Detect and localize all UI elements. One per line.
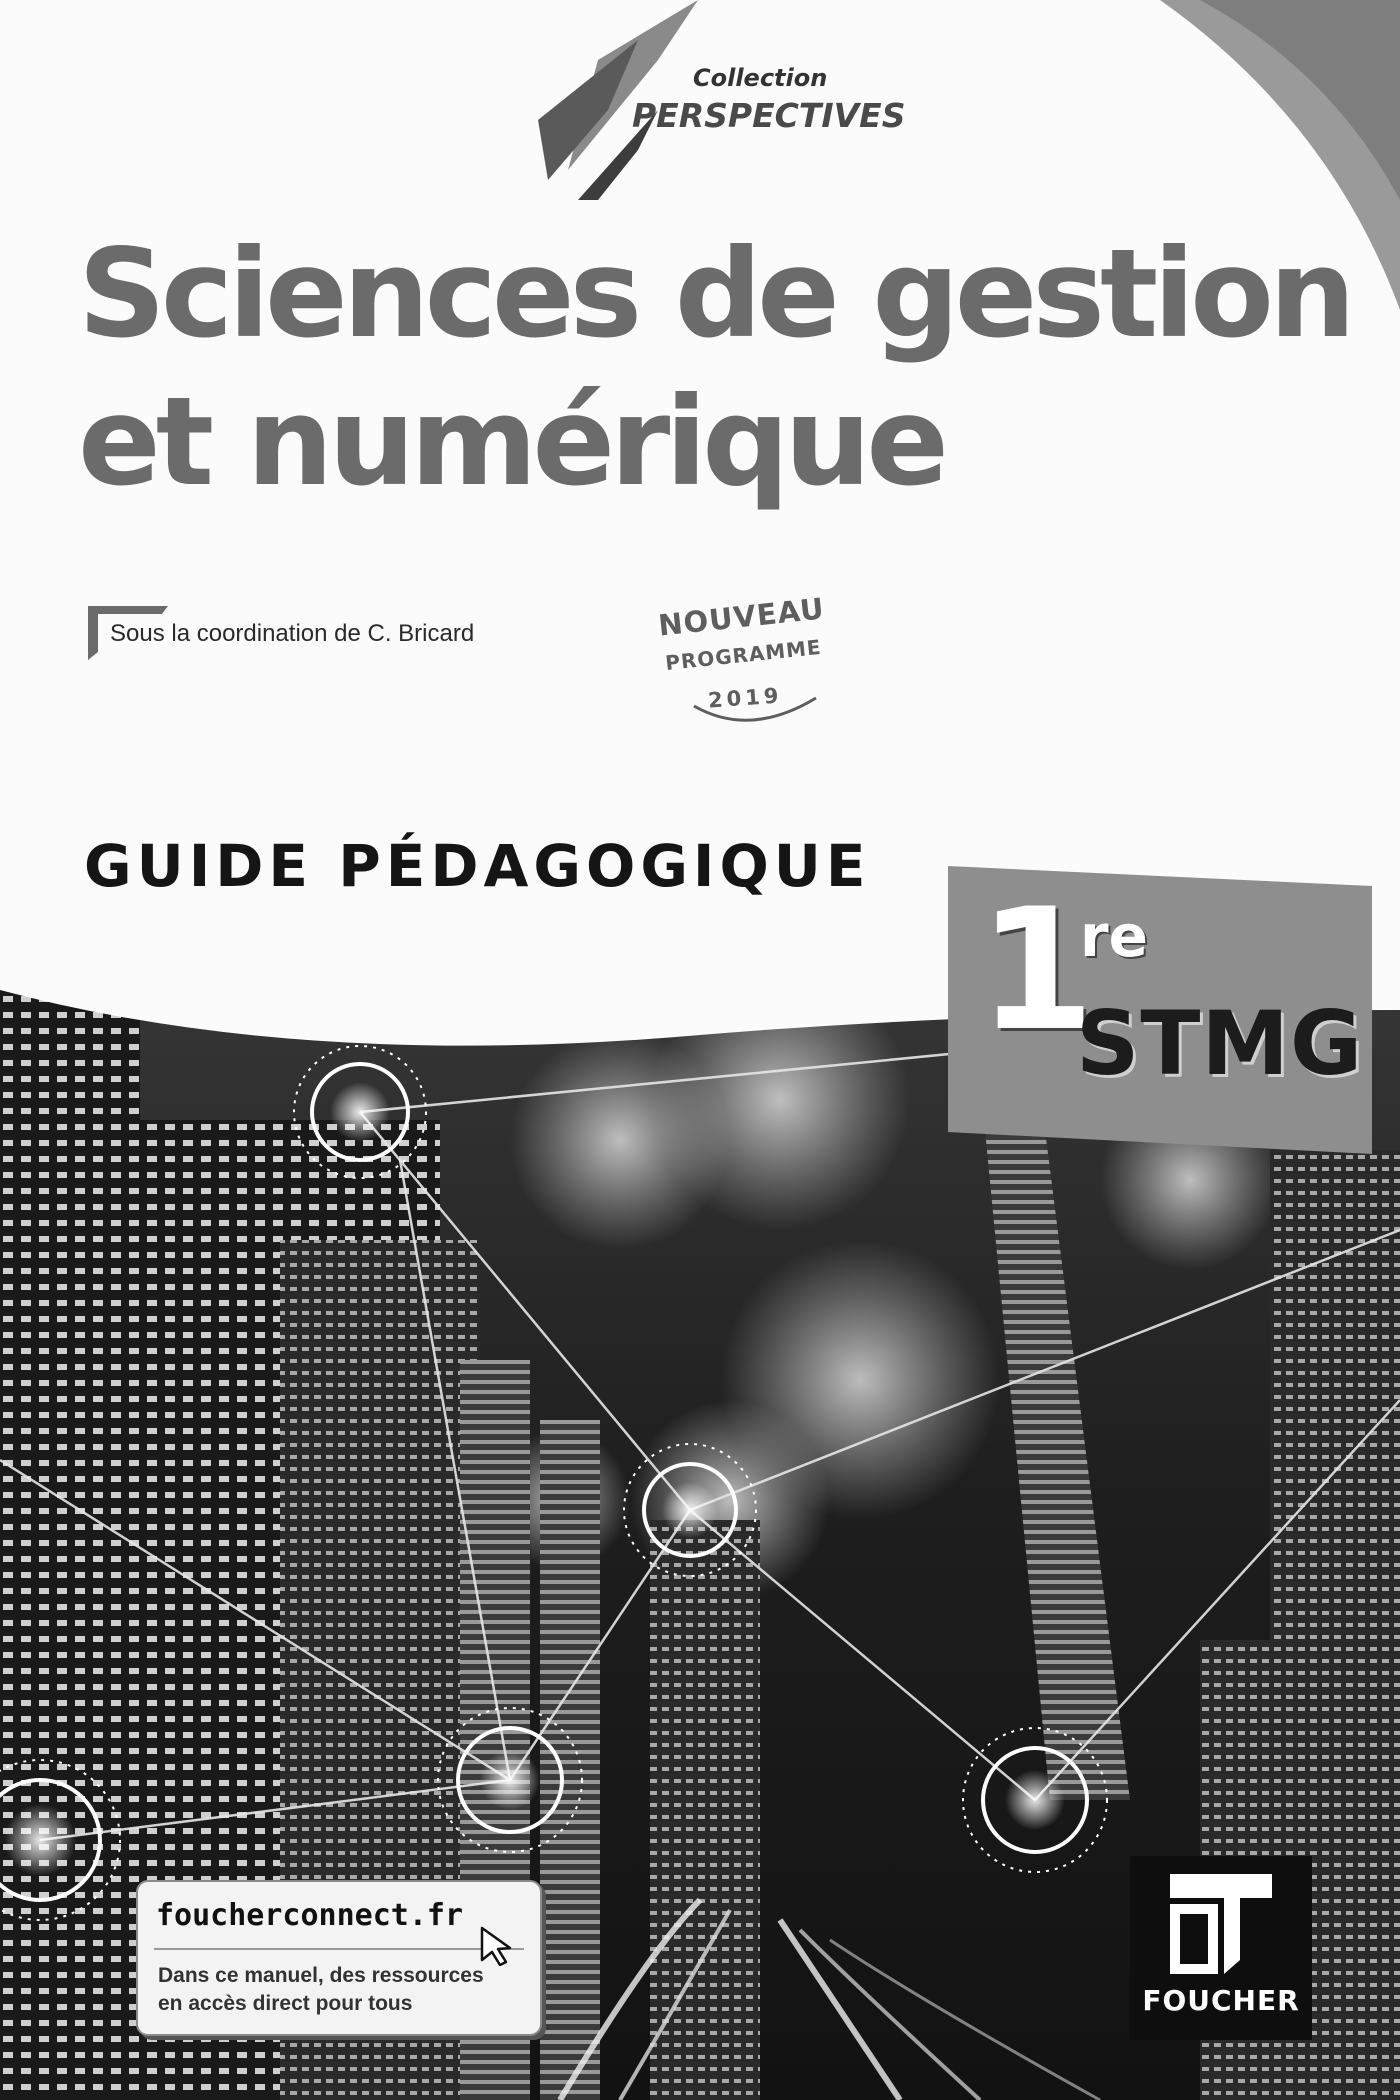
collection-logo: [538, 0, 906, 200]
foucher-mark-icon: [1170, 1874, 1272, 1974]
foucher-logo: [1130, 1856, 1312, 2040]
connect-divider: [154, 1948, 524, 1950]
coordination-text: Sous la coordination de C. Bricard: [110, 620, 475, 647]
level-badge: [948, 866, 1372, 1154]
book-title-line-1: Sciences de gestion: [78, 223, 1351, 365]
book-title-line-2: et numérique: [78, 371, 945, 513]
badge-nouveau: NOUVEAU: [656, 591, 827, 643]
cursor-icon: [478, 1926, 514, 1966]
level-number: 1: [978, 872, 1095, 1068]
guide-title: GUIDE PÉDAGOGIQUE: [84, 832, 871, 900]
collection-name: PERSPECTIVES: [632, 96, 906, 135]
level-suffix: re: [1080, 902, 1148, 970]
foucherconnect-link[interactable]: foucherconnect.fr: [156, 1898, 464, 1933]
badge-arc-icon: [690, 690, 820, 730]
connect-description: Dans ce manuel, des ressources en accès direct pour tous: [158, 1964, 484, 2015]
book-title: [78, 220, 1358, 516]
badge-programme: PROGRAMME: [664, 634, 823, 676]
publisher-name: FOUCHER: [1142, 1984, 1300, 2017]
nouveau-programme-badge: [650, 590, 860, 740]
collection-label: Collection: [693, 64, 828, 92]
badge-year: 2019: [707, 683, 784, 713]
foucherconnect-box[interactable]: [136, 1880, 542, 2036]
level-series: STMG: [1076, 992, 1364, 1095]
